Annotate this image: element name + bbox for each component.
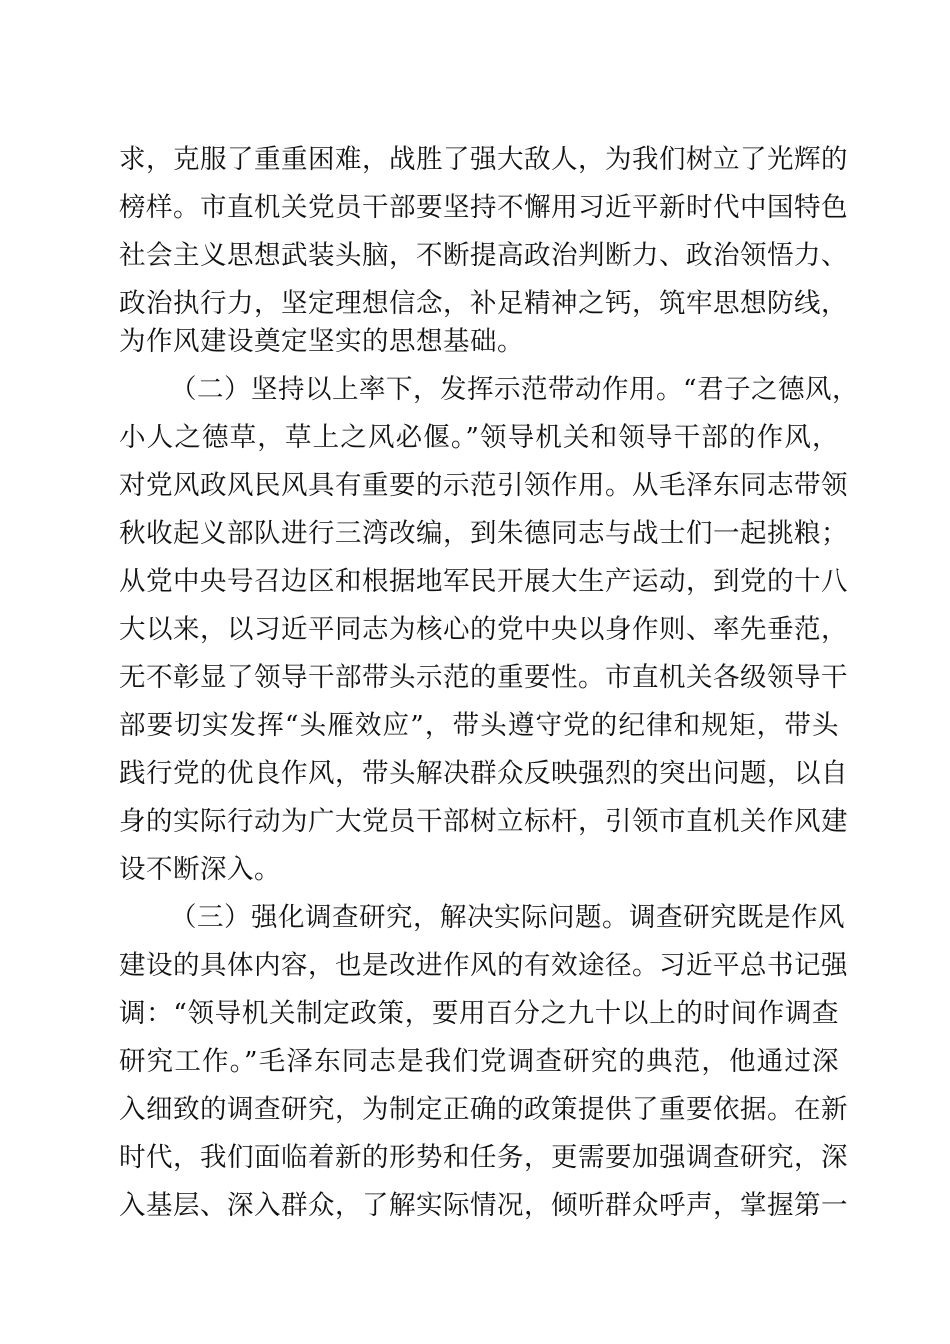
text-line: 秋收起义部队进行三湾改编，到朱德同志与战士们一起挑粮； [119,518,848,549]
text-line: 从党中央号召边区和根据地军民开展大生产运动，到党的十八 [119,566,848,597]
text-line: 时代，我们面临着新的形势和任务，更需要加强调查研究，深 [119,1142,848,1173]
text-line: 入细致的调查研究，为制定正确的政策提供了重要依据。在新 [119,1094,848,1125]
paragraph-last-line: 为作风建设奠定坚实的思想基础。 [119,326,524,357]
text-line: 入基层、深入群众，了解实际情况，倾听群众呼声，掌握第一 [119,1190,848,1221]
text-line: 社会主义思想武装头脑，不断提高政治判断力、政治领悟力、 [119,240,848,271]
text-line: 大以来，以习近平同志为核心的党中央以身作则、率先垂范， [119,614,848,645]
text-line: 小人之德草，草上之风必偃。”领导机关和领导干部的作风， [119,422,839,453]
text-line: 对党风政风民风具有重要的示范引领作用。从毛泽东同志带领 [119,470,848,501]
text-line: 研究工作。”毛泽东同志是我们党调查研究的典范，他通过深 [119,1046,839,1077]
text-line: 调：“领导机关制定政策，要用百分之九十以上的时间作调查 [119,998,839,1029]
text-line: 建设的具体内容，也是改进作风的有效途径。习近平总书记强 [119,950,848,981]
section-heading-line: （二）坚持以上率下，发挥示范带动作用。“君子之德风， [170,374,860,405]
text-line: 部要切实发挥“头雁效应”，带头遵守党的纪律和规矩，带头 [119,710,839,741]
section-heading-line: （三）强化调查研究，解决实际问题。调查研究既是作风 [170,902,845,933]
text-line: 榜样。市直机关党员干部要坚持不懈用习近平新时代中国特色 [119,192,848,223]
text-line: 求，克服了重重困难，战胜了强大敌人，为我们树立了光辉的 [119,144,848,175]
text-line: 践行党的优良作风，带头解决群众反映强烈的突出问题，以自 [119,758,848,789]
text-line: 身的实际行动为广大党员干部树立标杆，引领市直机关作风建 [119,806,848,837]
text-line: 无不彰显了领导干部带头示范的重要性。市直机关各级领导干 [119,662,848,693]
paragraph-last-line: 设不断深入。 [119,854,281,885]
text-line: 政治执行力，坚定理想信念，补足精神之钙，筑牢思想防线， [119,288,848,319]
